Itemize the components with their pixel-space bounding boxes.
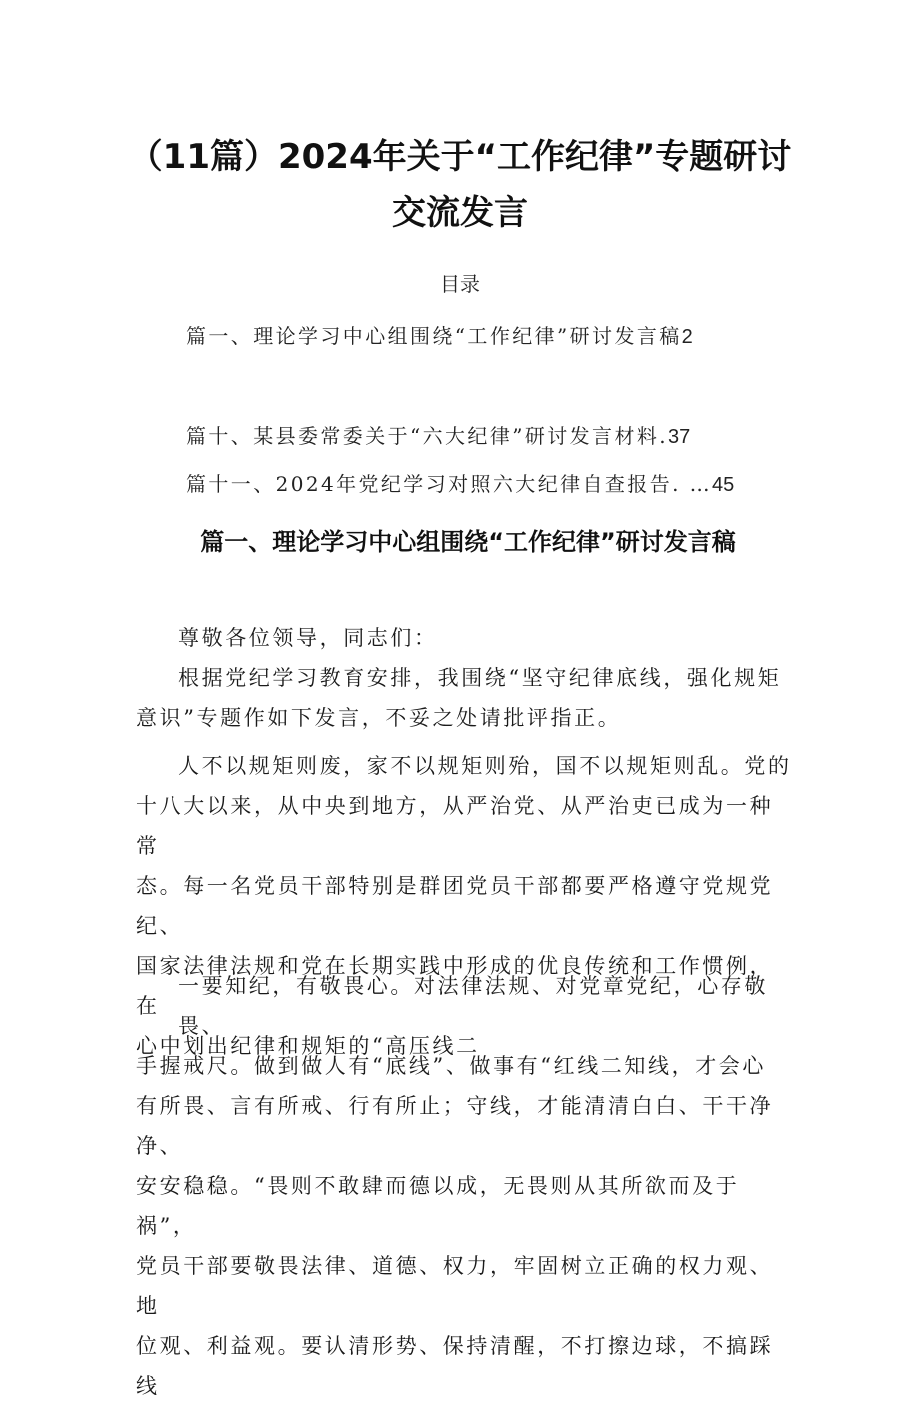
paragraph-line: 手握戒尺。做到做人有“底线”、做事有“红线二知线，才会心: [136, 1054, 767, 1078]
greeting: [178, 618, 838, 658]
section-title: 篇一、理论学习中心组围绕“工作纪律”研讨发言稿: [200, 528, 736, 556]
paragraph-line: 国家法律法规和党在长期实践中形成的优良传统和工作惯例，在: [136, 954, 774, 1018]
paragraph-line: 心中划出纪律和规矩的“高压线二: [136, 1034, 480, 1058]
toc-item[interactable]: [186, 468, 734, 497]
paragraph-line: 根据党纪学习教育安排，我围绕“坚守纪律底线，强化规矩: [178, 666, 782, 690]
toc-item-text: 篇十一、2024年党纪学习对照六大纪律自查报告. …: [186, 472, 713, 496]
toc-item[interactable]: [186, 320, 693, 349]
paragraph-line: 意识”专题作如下发言，不妥之处请批评指正。: [136, 706, 622, 730]
paragraph-1: [136, 658, 796, 738]
paragraph-line: 安安稳稳。“畏则不敢肆而德以成，无畏则从其所欲而及于祸”，: [136, 1174, 740, 1238]
paragraph-line: 十八大以来，从中央到地方，从严治党、从严治吏已成为一种常: [136, 794, 774, 858]
document-title-line-1: （11篇）2024年关于“工作纪律”专题研讨: [128, 137, 792, 177]
greeting-text: 尊敬各位领导，同志们：: [178, 626, 438, 650]
paragraph-3: [136, 966, 796, 1406]
toc-item[interactable]: [186, 420, 690, 449]
paragraph-line: 一要知纪，有敬畏心。对法律法规、对党章党纪，心存敬畏、: [178, 974, 768, 1038]
paragraph-line: 有所畏、言有所戒、行有所止；守线，才能清清白白、干干净净、: [136, 1094, 774, 1158]
toc-item-page: 37: [668, 426, 691, 448]
paragraph-line: 位观、利益观。要认清形势、保持清醒，不打擦边球，不搞踩线: [136, 1334, 774, 1398]
paragraph-line: 态。每一名党员干部特别是群团党员干部都要严格遵守党规党纪、: [136, 874, 774, 938]
paragraph-line: 人不以规矩则废，家不以规矩则殆，国不以规矩则乱。党的: [178, 754, 792, 778]
toc-heading: 目录: [440, 272, 480, 296]
document-title-line-2: 交流发言: [392, 193, 528, 233]
toc-item-page: 45: [712, 474, 735, 496]
toc-item-text: 篇十、某县委常委关于“六大纪律”研讨发言材料.: [186, 424, 669, 448]
toc-item-page: 2: [681, 326, 693, 348]
paragraph-line: 党员干部要敬畏法律、道德、权力，牢固树立正确的权力观、地: [136, 1254, 774, 1318]
toc-item-text: 篇一、理论学习中心组围绕“工作纪律”研讨发言稿: [186, 324, 682, 348]
